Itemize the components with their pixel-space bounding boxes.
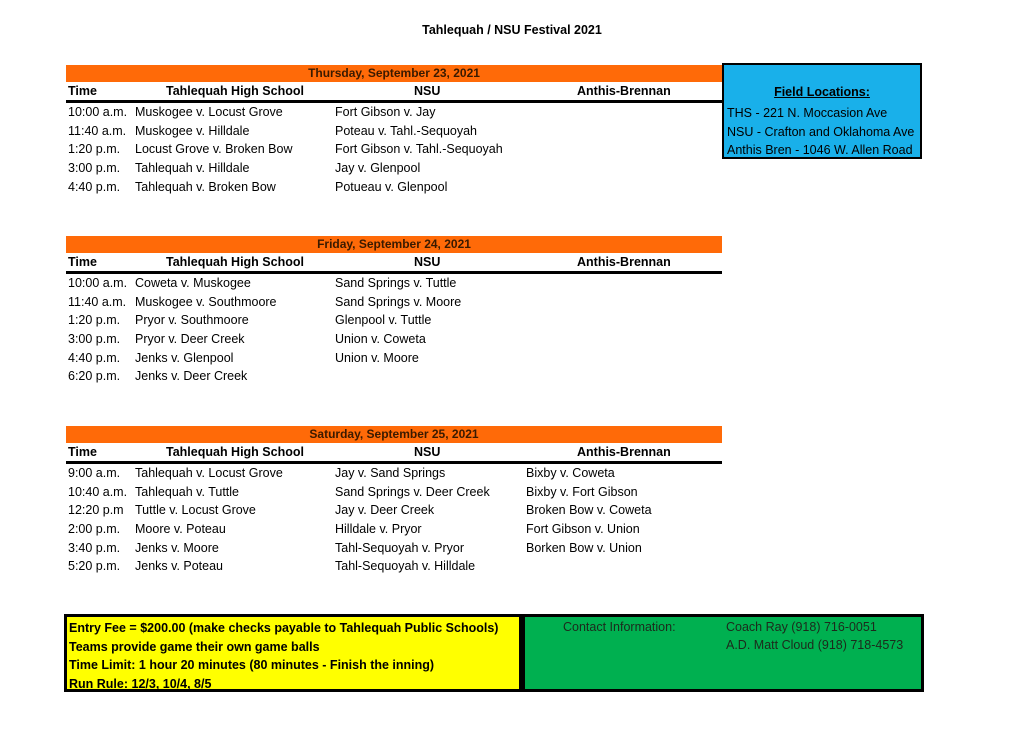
- ths-game: Muskogee v. Locust Grove: [135, 105, 283, 119]
- ths-game: Tahlequah v. Locust Grove: [135, 466, 283, 480]
- game-rows: [66, 103, 722, 196]
- game-rows: [66, 274, 722, 386]
- day-section-saturday: [66, 426, 722, 576]
- ths-game: Muskogee v. Southmoore: [135, 294, 277, 309]
- nsu-column-header: NSU: [414, 84, 441, 98]
- game-time: 9:00 a.m.: [68, 466, 121, 480]
- ths-column-header: Tahlequah High School: [166, 84, 304, 98]
- ths-game: Tahlequah v. Tuttle: [135, 484, 240, 499]
- game-row: [66, 330, 722, 349]
- entry-fee-line: Entry Fee = $200.00 (make checks payable to Tahlequah Public Schools): [69, 621, 499, 635]
- nsu-game: Jay v. Deer Creek: [335, 503, 435, 518]
- tournament-info-box: [64, 614, 522, 692]
- ab-column-header: Anthis-Brennan: [577, 84, 671, 98]
- nsu-game: Jay v. Sand Springs: [335, 466, 446, 480]
- ab-game: Bixby v. Coweta: [526, 466, 615, 480]
- game-row: [66, 140, 722, 159]
- game-row: [66, 122, 722, 141]
- nsu-game: Sand Springs v. Moore: [335, 294, 462, 309]
- ths-game: Muskogee v. Hilldale: [135, 123, 250, 138]
- nsu-game: Sand Springs v. Deer Creek: [335, 484, 490, 499]
- game-time: 10:40 a.m.: [68, 484, 128, 499]
- ab-game: Broken Bow v. Coweta: [526, 503, 652, 518]
- nsu-game: Jay v. Glenpool: [335, 161, 421, 176]
- game-row: [66, 311, 722, 330]
- game-rows: [66, 464, 722, 576]
- ths-game: Pryor v. Southmoore: [135, 313, 249, 328]
- game-row: [66, 367, 722, 386]
- nsu-game: Sand Springs v. Tuttle: [335, 276, 457, 290]
- game-row: [66, 520, 722, 539]
- game-time: 1:20 p.m.: [68, 313, 121, 328]
- nsu-column-header: NSU: [414, 445, 441, 459]
- game-time: 3:00 p.m.: [68, 161, 121, 176]
- contact-coach: Coach Ray (918) 716-0051: [726, 620, 877, 634]
- ths-game: Jenks v. Glenpool: [135, 350, 234, 365]
- nsu-game: Union v. Moore: [335, 350, 419, 365]
- game-row: [66, 464, 722, 483]
- ths-game: Jenks v. Poteau: [135, 559, 224, 574]
- game-time: 10:00 a.m.: [68, 276, 128, 290]
- game-row: [66, 483, 722, 502]
- field-locations-title: Field Locations:: [774, 85, 870, 99]
- page-title: Tahlequah / NSU Festival 2021: [422, 23, 602, 37]
- game-row: [66, 349, 722, 368]
- nsu-game: Fort Gibson v. Jay: [335, 105, 436, 119]
- day-header: Friday, September 24, 2021: [66, 236, 722, 253]
- nsu-game: Poteau v. Tahl.-Sequoyah: [335, 123, 477, 138]
- ths-game: Tuttle v. Locust Grove: [135, 503, 256, 518]
- game-time: 4:40 p.m.: [68, 179, 121, 194]
- nsu-game: Tahl-Sequoyah v. Pryor: [335, 540, 464, 555]
- time-limit-line: Time Limit: 1 hour 20 minutes (80 minutes - Finish the inning): [69, 658, 435, 672]
- game-row: [66, 103, 722, 122]
- game-time: 2:00 p.m.: [68, 522, 121, 537]
- nsu-game: Hilldale v. Pryor: [335, 522, 422, 537]
- game-time: 12:20 p.m: [68, 503, 124, 518]
- time-column-header: Time: [68, 255, 97, 269]
- game-time: 3:40 p.m.: [68, 540, 121, 555]
- day-section-friday: [66, 236, 722, 386]
- day-header: Thursday, September 23, 2021: [66, 65, 722, 82]
- game-time: 3:00 p.m.: [68, 332, 121, 347]
- field-location-anthis-brennan: Anthis Bren - 1046 W. Allen Road: [727, 143, 913, 157]
- ths-game: Tahlequah v. Hilldale: [135, 161, 250, 176]
- ab-game: Fort Gibson v. Union: [526, 522, 640, 537]
- ths-game: Coweta v. Muskogee: [135, 276, 251, 290]
- time-column-header: Time: [68, 84, 97, 98]
- game-balls-line: Teams provide game their own game balls: [69, 639, 320, 654]
- game-row: [66, 293, 722, 312]
- ths-column-header: Tahlequah High School: [166, 255, 304, 269]
- ab-game: Borken Bow v. Union: [526, 540, 642, 555]
- nsu-column-header: NSU: [414, 255, 441, 269]
- ths-game: Jenks v. Deer Creek: [135, 369, 248, 384]
- contact-label: Contact Information:: [563, 620, 676, 634]
- game-row: [66, 178, 722, 197]
- contact-info-box: [522, 614, 924, 692]
- ths-game: Moore v. Poteau: [135, 522, 226, 537]
- column-header-row: [66, 443, 722, 464]
- ab-column-header: Anthis-Brennan: [577, 445, 671, 459]
- game-time: 1:20 p.m.: [68, 142, 121, 157]
- game-row: [66, 557, 722, 576]
- nsu-game: Glenpool v. Tuttle: [335, 313, 432, 328]
- ab-column-header: Anthis-Brennan: [577, 255, 671, 269]
- game-row: [66, 159, 722, 178]
- game-time: 6:20 p.m.: [68, 369, 121, 384]
- day-section-thursday: [66, 65, 722, 196]
- contact-ad: A.D. Matt Cloud (918) 718-4573: [726, 638, 904, 652]
- run-rule-line: Run Rule: 12/3, 10/4, 8/5: [69, 676, 212, 691]
- field-location-nsu: NSU - Crafton and Oklahoma Ave: [727, 124, 915, 139]
- game-time: 11:40 a.m.: [68, 294, 127, 309]
- game-row: [66, 501, 722, 520]
- game-row: [66, 539, 722, 558]
- nsu-game: Potueau v. Glenpool: [335, 179, 448, 194]
- ths-game: Jenks v. Moore: [135, 540, 219, 555]
- field-locations-box: [722, 63, 922, 159]
- ab-game: Bixby v. Fort Gibson: [526, 484, 638, 499]
- game-time: 5:20 p.m.: [68, 559, 121, 574]
- day-header: Saturday, September 25, 2021: [66, 426, 722, 443]
- ths-game: Locust Grove v. Broken Bow: [135, 142, 293, 157]
- nsu-game: Tahl-Sequoyah v. Hilldale: [335, 559, 476, 574]
- ths-game: Pryor v. Deer Creek: [135, 332, 245, 347]
- nsu-game: Fort Gibson v. Tahl.-Sequoyah: [335, 142, 503, 157]
- game-time: 11:40 a.m.: [68, 123, 127, 138]
- ths-game: Tahlequah v. Broken Bow: [135, 179, 276, 194]
- time-column-header: Time: [68, 445, 97, 459]
- nsu-game: Union v. Coweta: [335, 332, 426, 347]
- column-header-row: [66, 253, 722, 274]
- ths-column-header: Tahlequah High School: [166, 445, 304, 459]
- game-row: [66, 274, 722, 293]
- game-time: 10:00 a.m.: [68, 105, 128, 119]
- column-header-row: [66, 82, 722, 103]
- field-location-ths: THS - 221 N. Moccasion Ave: [727, 106, 888, 120]
- game-time: 4:40 p.m.: [68, 350, 121, 365]
